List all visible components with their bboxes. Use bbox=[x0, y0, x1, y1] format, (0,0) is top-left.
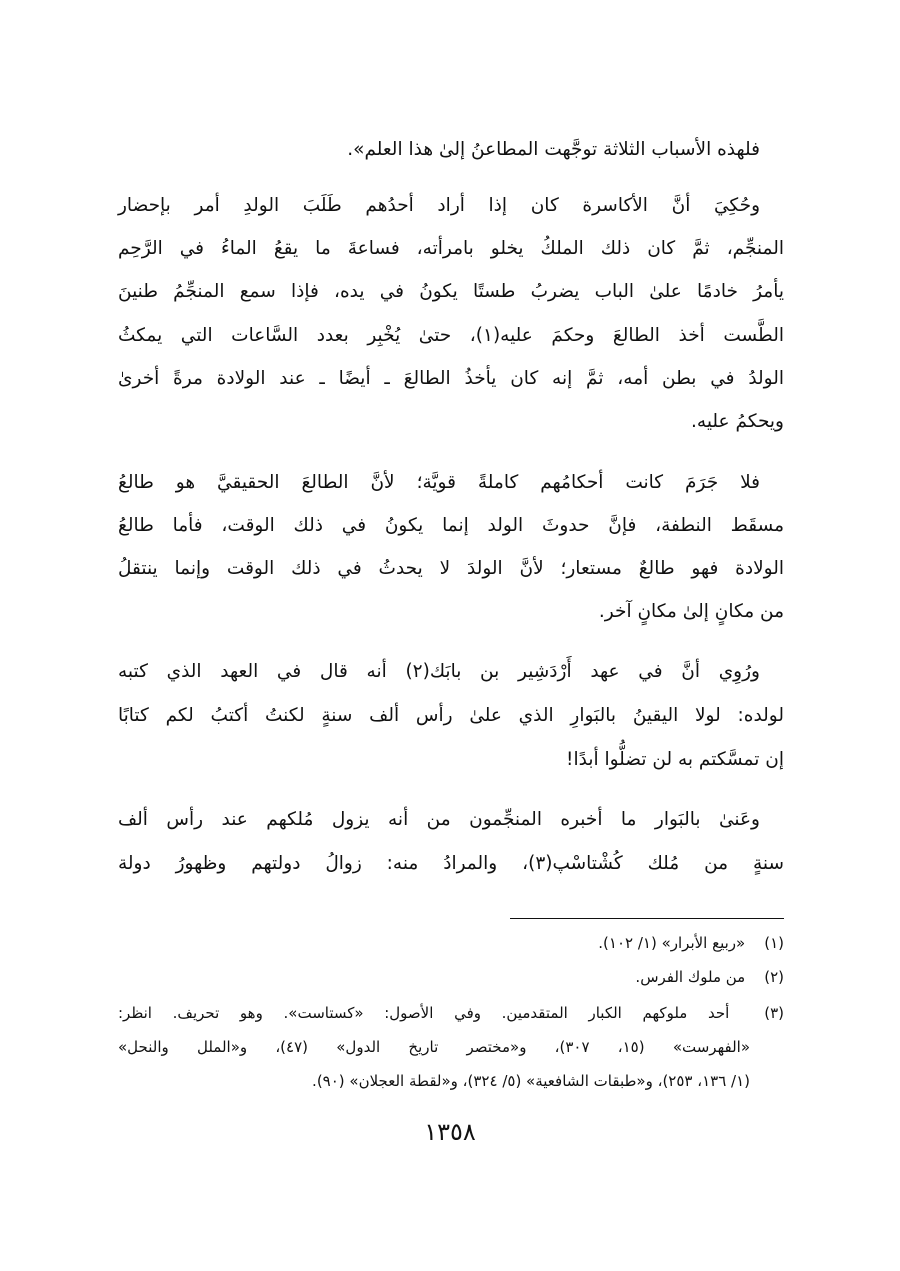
page-number: ١٣٥٨ bbox=[424, 1118, 476, 1146]
text-line: من مكانٍ إلىٰ مكانٍ آخر. bbox=[598, 601, 784, 622]
footnote-continuation: (١/ ١٣٦، ٢٥٣)، و«طبقات الشافعية» (٥/ ٣٢٤)، و«لقطة العجلان» (٩٠). bbox=[312, 1072, 750, 1090]
footnote-number: (٣) bbox=[764, 1004, 784, 1022]
text-line: المنجِّم، ثمَّ كان ذلك الملكُ يخلو بامرأته، فساعةَ ما يقعُ الماءُ في الرَّحِم bbox=[118, 238, 784, 259]
text-line: فلهذه الأسباب الثلاثة توجَّهت المطاعنُ إلىٰ هذا العلم». bbox=[347, 139, 760, 160]
text-line: مسقَط النطفة، فإنَّ حدوثَ الولد إنما يكونُ في ذلك الوقت، فأما طالعُ bbox=[118, 515, 784, 536]
text-line: وحُكِيَ أنَّ الأكاسرة كان إذا أراد أحدُهم طَلَبَ الولدِ أمر بإحضار bbox=[118, 195, 760, 216]
footnote-text: أحد ملوكهم الكبار المتقدمين. وفي الأصول: «كستاست». وهو تحريف. انظر: bbox=[118, 1004, 730, 1022]
text-line: إن تمسَّكتم به لن تضلُّوا أبدًا! bbox=[566, 749, 784, 770]
text-line: وعَنىٰ بالبَوار ما أخبره المنجِّمون من أنه يزول مُلكهم عند رأس ألف bbox=[118, 809, 760, 830]
footnote-number: (١) bbox=[764, 934, 784, 952]
text-line: لولده: لولا اليقينُ بالبَوارِ الذي علىٰ رأس ألف سنةٍ لكنتُ أكتبُ لكم كتابًا bbox=[118, 705, 784, 726]
footnote-text: من ملوك الفرس. bbox=[635, 968, 746, 986]
text-line: سنةٍ من مُلك كُشْتاسْپ(٣)، والمرادُ منه: زوالُ دولتهم وظهورُ دولة bbox=[118, 853, 784, 874]
text-line: الطَّست أخذ الطالعَ وحكمَ عليه(١)، حتىٰ يُخْبِر بعدد السَّاعات التي يمكثُ bbox=[118, 325, 784, 346]
footnote bbox=[118, 1001, 784, 1025]
text-line: الولادة فهو طالعٌ مستعار؛ لأنَّ الولدَ لا يحدثُ في ذلك الوقت وإنما ينتقلُ bbox=[118, 558, 784, 579]
text-line: ويحكمُ عليه. bbox=[691, 411, 784, 432]
footnote-continuation: «الفهرست» (١٥، ٣٠٧)، و«مختصر تاريخ الدول» (٤٧)، و«الملل والنحل» bbox=[118, 1038, 751, 1056]
text-line: الولدُ في بطن أمه، ثمَّ إنه كان يأخذُ الطالعَ ـ أيضًا ـ عند الولادة مرةً أخرىٰ bbox=[118, 368, 784, 389]
footnote bbox=[118, 931, 784, 955]
footnote bbox=[118, 965, 784, 989]
text-line: ورُوِي أنَّ في عهد أَرْدَشِير بن بابَك(٢) أنه قال في العهد الذي كتبه bbox=[118, 661, 760, 682]
text-line: فلا جَرَمَ كانت أحكامُهم كاملةً قويَّة؛ لأنَّ الطالعَ الحقيقيَّ هو طالعُ bbox=[118, 472, 760, 493]
footnote-number: (٢) bbox=[764, 968, 784, 986]
footnote-divider bbox=[510, 918, 784, 919]
text-line: يأمرُ خادمًا علىٰ الباب يضربُ طستًا يكونُ في يده، فإذا سمع المنجِّمُ طنينَ bbox=[118, 281, 784, 302]
footnote-text: «ربيع الأبرار» (١/ ١٠٢). bbox=[598, 934, 746, 952]
